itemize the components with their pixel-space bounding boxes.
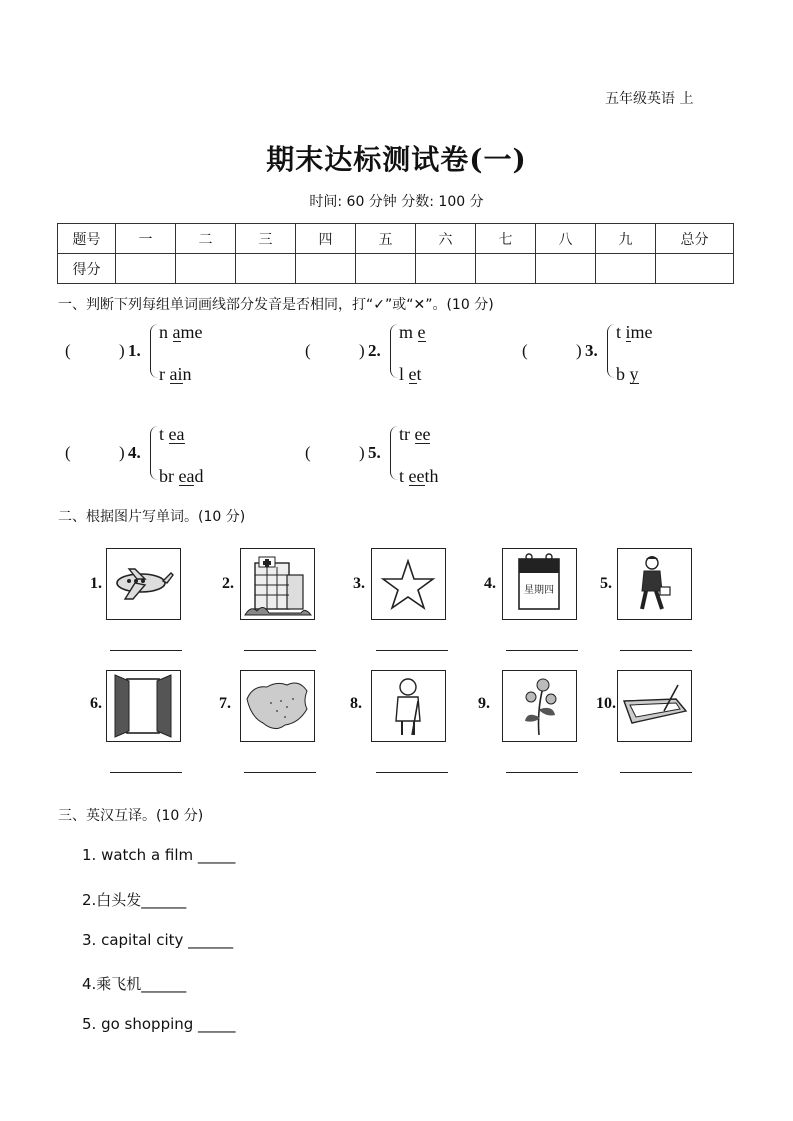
time-score-info: 时间: 60 分钟 分数: 100 分 [309,194,484,210]
picture-number: 4. [484,575,496,592]
picture-number: 7. [219,695,231,712]
table-cell: 题号 [58,224,116,254]
score-cell[interactable] [596,254,656,284]
table-cell: 三 [236,224,296,254]
underlined-letters: ai [169,364,183,384]
score-cell[interactable] [356,254,416,284]
grade-subject-tag: 五年级英语 上 [605,91,694,107]
score-cell[interactable] [476,254,536,284]
score-cell[interactable] [536,254,596,284]
word-suffix: me [180,322,203,342]
score-cell[interactable] [116,254,176,284]
picture-flower [502,670,577,742]
table-cell: 八 [536,224,596,254]
map-icon [241,671,313,740]
word-1 [399,424,430,445]
word-prefix: tr [399,424,410,444]
translation-item: 2.白头发______ [82,891,187,909]
man-walking-icon [618,549,690,618]
boat-icon [618,671,690,740]
brace-icon [150,426,158,480]
answer-paren-left: ( [305,341,311,360]
word-suffix: th [424,466,439,486]
star-icon [372,549,444,618]
question-number: 2. [368,341,381,360]
question-number: 1. [128,341,141,360]
translation-item: 5. go shopping _____ [82,1015,236,1033]
word-prefix: b [616,364,625,384]
word-2 [399,466,439,487]
answer-paren-right: ) [119,341,125,360]
word-2 [399,364,422,385]
word-1 [399,322,426,343]
word-prefix: n [159,322,168,342]
underlined-letters: ea [178,466,195,486]
word-2 [616,364,639,385]
word-prefix: l [399,364,405,384]
window-icon [107,671,179,740]
picture-window [106,670,181,742]
word-2 [159,364,192,385]
answer-paren-right: ) [359,341,365,360]
word-prefix: r [159,364,165,384]
word-1 [159,424,185,445]
translation-item: 4.乘飞机______ [82,975,187,993]
picture-airplane [106,548,181,620]
table-cell: 六 [416,224,476,254]
word-prefix: br [159,466,174,486]
underlined-letters: e [417,322,426,342]
table-cell: 四 [296,224,356,254]
question-number: 3. [585,341,598,360]
word-1 [616,322,653,343]
score-table-score-row [58,254,734,284]
answer-box[interactable] [75,338,119,364]
answer-paren-right: ) [576,341,582,360]
picture-number: 10. [596,695,616,712]
table-cell: 五 [356,224,416,254]
word-suffix: t [416,364,422,384]
score-cell[interactable] [176,254,236,284]
answer-blank[interactable] [244,650,316,651]
answer-blank[interactable] [506,650,578,651]
airplane-icon [107,549,179,618]
answer-paren-right: ) [359,443,365,462]
hospital-icon [241,549,313,618]
old-man-icon [372,671,444,740]
word-suffix: d [194,466,204,486]
picture-hospital [240,548,315,620]
answer-blank[interactable] [244,772,316,773]
underlined-letters: e [408,364,417,384]
table-cell: 七 [476,224,536,254]
word-2 [159,466,203,487]
answer-blank[interactable] [376,772,448,773]
underlined-letters: y [629,364,639,384]
question-number: 5. [368,443,381,462]
answer-box[interactable] [315,440,359,466]
question-number: 4. [128,443,141,462]
underlined-letters: ea [168,424,185,444]
table-cell: 一 [116,224,176,254]
picture-number: 5. [600,575,612,592]
answer-paren-left: ( [65,341,71,360]
translation-item: 1. watch a film _____ [82,846,236,864]
answer-paren-right: ) [119,443,125,462]
flower-icon [503,671,575,740]
word-prefix: m [399,322,414,342]
score-cell[interactable] [236,254,296,284]
brace-icon [150,324,158,378]
word-prefix: t [616,322,622,342]
word-1 [159,322,203,343]
picture-number: 9. [478,695,490,712]
word-prefix: t [399,466,405,486]
score-table [57,223,734,284]
answer-paren-left: ( [305,443,311,462]
answer-blank[interactable] [620,650,692,651]
table-cell: 九 [596,224,656,254]
answer-blank[interactable] [620,772,692,773]
answer-blank[interactable] [110,772,182,773]
answer-box[interactable] [75,440,119,466]
picture-number: 3. [353,575,365,592]
answer-box[interactable] [532,338,576,364]
picture-man-walking [617,548,692,620]
underlined-letters: i [625,322,631,342]
section-1-heading: 一、判断下列每组单词画线部分发音是否相同，打“✓”或“✕”。(10 分) [58,297,494,313]
picture-number: 2. [222,575,234,592]
picture-number: 1. [90,575,102,592]
answer-blank[interactable] [506,772,578,773]
score-cell[interactable] [416,254,476,284]
picture-star [371,548,446,620]
picture-number: 6. [90,695,102,712]
calendar-icon [503,549,575,618]
section-3-heading: 三、英汉互译。(10 分) [58,808,204,824]
picture-china-map [240,670,315,742]
picture-number: 8. [350,695,362,712]
score-cell[interactable] [656,254,734,284]
word-suffix: n [182,364,192,384]
answer-blank[interactable] [110,650,182,651]
calendar-label: 星期四 [524,585,554,596]
picture-grandfather [371,670,446,742]
table-cell: 总分 [656,224,734,254]
word-suffix: me [630,322,653,342]
score-table-header-row [58,224,734,254]
brace-icon [390,324,398,378]
table-cell: 得分 [58,254,116,284]
answer-box[interactable] [315,338,359,364]
word-prefix: t [159,424,165,444]
underlined-letters: a [172,322,181,342]
brace-icon [607,324,615,378]
brace-icon [390,426,398,480]
picture-calendar [502,548,577,620]
picture-boat [617,670,692,742]
score-cell[interactable] [296,254,356,284]
table-cell: 二 [176,224,236,254]
answer-blank[interactable] [376,650,448,651]
page-title: 期末达标测试卷(一) [266,143,527,176]
underlined-letters: ee [408,466,425,486]
answer-paren-left: ( [65,443,71,462]
underlined-letters: ee [414,424,431,444]
answer-paren-left: ( [522,341,528,360]
section-2-heading: 二、根据图片写单词。(10 分) [58,509,246,525]
translation-item: 3. capital city ______ [82,931,234,949]
